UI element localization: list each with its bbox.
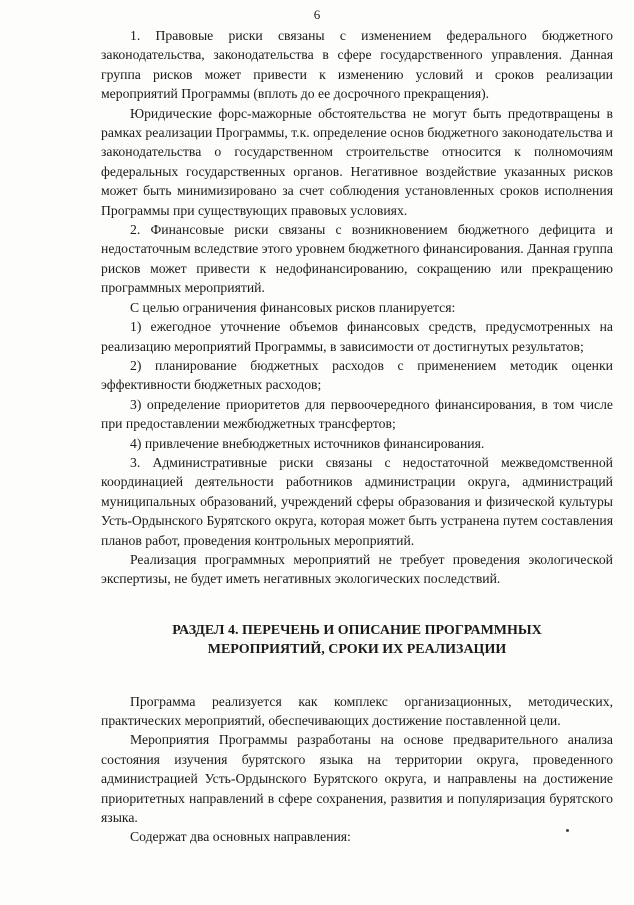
paragraph-legal-risks: 1. Правовые риски связаны с изменением федерального бюджетного законодательства, законодательства в сфере государственного управления. Данная группа рисков может привести к изменению условий и сроков реализации мероприятий Программы (вплоть до ее досрочного прекращения).	[101, 28, 613, 102]
page-number: 6	[313, 7, 321, 22]
section-heading-line-1: РАЗДЕЛ 4. ПЕРЕЧЕНЬ И ОПИСАНИЕ ПРОГРАММНЫХ	[172, 622, 542, 638]
paragraph-financial-measures-intro: С целью ограничения финансовых рисков планируется:	[130, 299, 456, 315]
document-body	[101, 26, 613, 847]
paragraph-financial-risks: 2. Финансовые риски связаны с возникновением бюджетного дефицита и недостаточным вследствие этого уровнем бюджетного финансирования. Данная группа рисков может привести к недофинансированию, сокращению или прекращению программных мероприятий.	[101, 222, 613, 296]
section-heading	[101, 621, 613, 660]
paragraph-administrative-risks: 3. Административные риски связаны с недостаточной межведомственной координацией деятельности работников администрации округа, администраций муниципальных образований, учреждений сферы образования и физической культуры Усть-Ордынского Бурятского округа, которая может быть устранена путем составления планов работ, проведения контрольных мероприятий.	[101, 454, 613, 548]
paragraph-ecological: Реализация программных мероприятий не требует проведения экологической экспертизы, не будет иметь негативных экологических последствий.	[101, 551, 613, 587]
list-item-measure-4: 4) привлечение внебюджетных источников финансирования.	[130, 435, 485, 451]
section-heading-line-2: МЕРОПРИЯТИЙ, СРОКИ ИХ РЕАЛИЗАЦИИ	[207, 642, 507, 658]
paragraph-force-majeure: Юридические форс-мажорные обстоятельства не могут быть предотвращены в рамках реализации Программы, т.к. определение основ бюджетного законодательства и законодательства о государственном строительстве относится к полномочиям федеральных государственных органов. Негативное воздействие указанных рисков может быть минимизировано за счет соблюдения установленных сроков исполнения Программы при существующих правовых условиях.	[101, 105, 613, 218]
scan-speck	[566, 829, 569, 832]
list-item-measure-3: 3) определение приоритетов для первоочередного финансирования, в том числе при предоставлении межбюджетных трансфертов;	[101, 396, 613, 432]
paragraph-directions-intro: Содержат два основных направления:	[130, 829, 351, 845]
paragraph-program-complex: Программа реализуется как комплекс организационных, методических, практических мероприятий, обеспечивающих достижение поставленной цели.	[101, 693, 613, 728]
list-item-measure-2: 2) планирование бюджетных расходов с применением методик оценки эффективности бюджетных расходов;	[101, 357, 613, 393]
list-item-measure-1: 1) ежегодное уточнение объемов финансовых средств, предусмотренных на реализацию мероприятий Программы, в зависимости от достигнутых результатов;	[101, 319, 613, 354]
paragraph-program-basis: Мероприятия Программы разработаны на основе предварительного анализа состояния изучения бурятского языка на территории округа, проведенного администрацией Усть-Ордынского Бурятского округа, и направлены на достижение приоритетных направлений в сфере сохранения, развития и популяризация бурятского языка.	[101, 732, 613, 826]
